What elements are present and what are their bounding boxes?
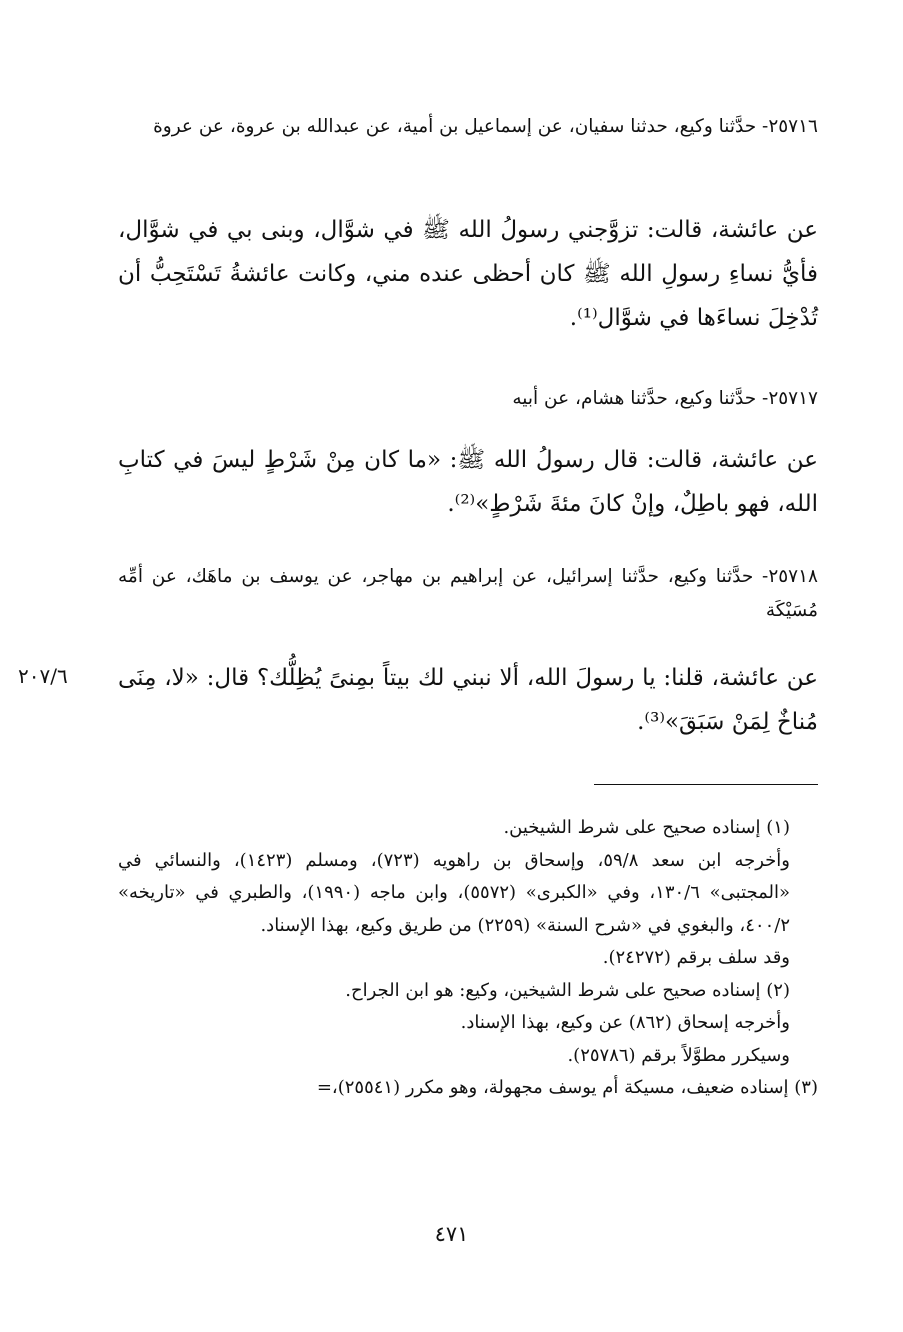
matn-text: عن عائشة، قلنا: يا رسولَ الله، ألا نبني لك بيتاً بمِنىً يُظِلُّك؟ قال: «لا، مِنَى مُناخٌ لِمَنْ سَبَقَ»⁽³⁾. [118,665,818,735]
footnote-line: وأخرجه إسحاق (٨٦٢) عن وكيع، بهذا الإسناد. [460,1012,790,1033]
hadith-isnad [118,560,818,628]
hadith-matn [118,208,818,340]
footnote-line: وسيكرر مطوَّلاً برقم (٢٥٧٨٦). [567,1044,790,1066]
hadith-isnad [118,382,818,416]
hadith-matn [118,438,818,526]
isnad-text: ٢٥٧١٧- حدَّثنا وكيع، حدَّثنا هشام، عن أبيه [512,388,818,409]
hadith-isnad [118,110,818,144]
footnote-line: (٣) إسناده ضعيف، مسيكة أم يوسف مجهولة، وهو مكرر (٢٥٥٤١)،= [316,1077,818,1098]
footnote-line: (١) إسناده صحيح على شرط الشيخين. [503,817,790,838]
footnote-line: وقد سلف برقم (٢٤٢٧٢). [602,947,790,968]
footnote-line: وأخرجه ابن سعد ٥٩/٨، وإسحاق بن راهويه (٧٢٣)، ومسلم (١٤٢٣)، والنسائي في «المجتبى» ١٣٠/٦، وفي «الكبرى» (٥٥٧٢)، وابن ماجه (١٩٩٠)، والطبري في «تاريخه» ٤٠٠/٢، والبغوي في «شرح السنة» (٢٢٥٩) من طريق وكيع، بهذا الإسناد. [118,849,791,936]
matn-text: عن عائشة، قالت: قال رسولُ الله ﷺ: «ما كان مِنْ شَرْطٍ ليسَ في كتابِ الله، فهو باطِلٌ، وإنْ كانَ مئةَ شَرْطٍ»⁽²⁾. [118,447,818,517]
isnad-text: ٢٥٧١٨- حدَّثنا وكيع، حدَّثنا إسرائيل، عن إبراهيم بن مهاجر، عن يوسف بن ماهَك، عن أمِّه مُسَيْكَة [118,566,818,621]
page-number: ٤٧١ [434,1222,469,1246]
footnote-separator [594,784,818,785]
isnad-text: ٢٥٧١٦- حدَّثنا وكيع، حدثنا سفيان، عن إسماعيل بن أمية، عن عبدالله بن عروة، عن عروة [153,116,818,137]
footnote-line: (٢) إسناده صحيح على شرط الشيخين، وكيع: هو ابن الجراح. [345,979,790,1001]
margin-volume-page-reference: ٢٠٧/٦ [18,664,68,688]
matn-text: عن عائشة، قالت: تزوَّجني رسولُ الله ﷺ في شوَّال، وبنى بي في شوَّال، فأيُّ نساءِ رسولِ الله ﷺ كان أحظى عنده مني، وكانت عائشةُ تَسْتَحِبُّ أن تُدْخِلَ نساءَها في شوَّال⁽¹⁾. [118,217,818,331]
hadith-matn [118,656,818,744]
footnotes [118,812,818,1105]
